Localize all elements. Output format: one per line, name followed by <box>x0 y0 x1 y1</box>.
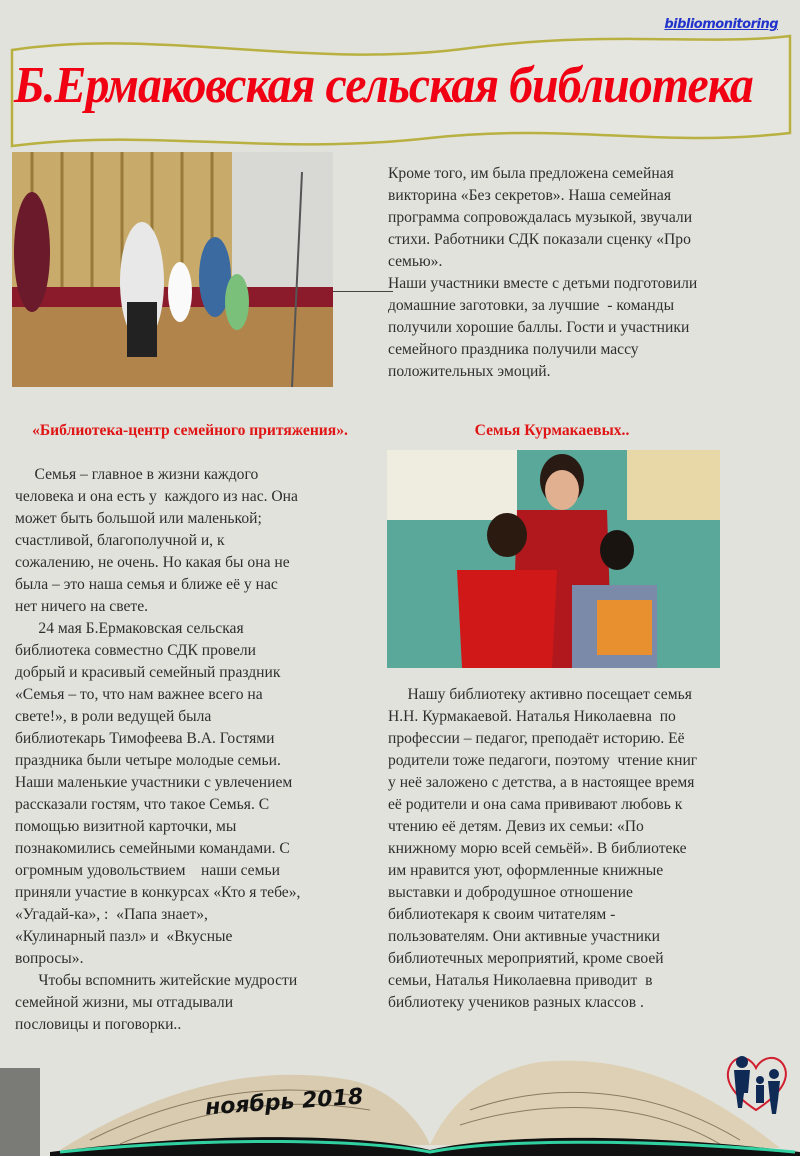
text-line: выставки и добродушное отношение <box>388 884 633 901</box>
text-line: программа сопровождалась музыкой, звучали <box>388 209 693 226</box>
divider-line <box>333 291 393 292</box>
text-line: праздника были четыре молодые семьи. <box>15 752 281 769</box>
text-line: семьи, Наталья Николаевна приводит в <box>388 972 653 989</box>
text-line: Наши участники вместе с детьми подготовили <box>388 275 698 292</box>
text-line: счастливой, благополучной и, к <box>15 532 225 549</box>
text-line: «Семья – то, что нам важнее всего на <box>15 686 263 703</box>
text-line: Кроме того, им была предложена семейная <box>388 165 674 182</box>
text-line: Семья – главное в жизни каждого <box>15 466 259 483</box>
text-line: библиотекарь Тимофеева В.А. Гостями <box>15 730 275 747</box>
text-line: семейного праздника получили массу <box>388 341 639 358</box>
section-heading: «Библиотека-центр семейного притяжения». <box>32 422 348 439</box>
text-line: «Угадай-ка», : «Папа знает», <box>15 906 208 923</box>
text-line: вопросы». <box>15 950 84 967</box>
text-line: пользователям. Они активные участники <box>388 928 660 945</box>
text-line: рассказали гостям, что такое Семья. С <box>15 796 270 813</box>
text-line: огромным удовольствием наши семьи <box>15 862 280 879</box>
right-bottom-paragraph <box>388 684 697 1014</box>
text-line: библиотека совместно СДК провели <box>15 642 257 659</box>
text-line: чтению её детям. Девиз их семьи: «По <box>388 818 644 835</box>
text-line: профессии – педагог, преподаёт историю. Её <box>388 730 685 747</box>
text-line: семейной жизни, мы отгадывали <box>15 994 234 1011</box>
family-photo <box>387 450 720 668</box>
text-line: Нашу библиотеку активно посещает семья <box>388 686 692 703</box>
text-line: добрый и красивый семейный праздник <box>15 664 281 681</box>
text-line: Н.Н. Курмакаевой. Наталья Николаевна по <box>388 708 676 725</box>
text-line: нет ничего на свете. <box>15 598 149 615</box>
family-caption: Семья Курмакаевых.. <box>474 422 630 439</box>
text-line: «Кулинарный пазл» и «Вкусные <box>15 928 233 945</box>
text-line: им нравится уют, оформленные книжные <box>388 862 664 879</box>
text-line: помощью визитной карточки, мы <box>15 818 237 835</box>
text-line: у неё заложено с детства, а в настоящее время <box>388 774 695 791</box>
family-logo-icon <box>720 1048 792 1118</box>
text-line: познакомились семейными командами. С <box>15 840 290 857</box>
text-line: семью». <box>388 253 443 270</box>
text-line: стихи. Работники СДК показали сценку «Про <box>388 231 691 248</box>
event-photo <box>12 152 333 387</box>
text-line: библиотеку учеников разных классов . <box>388 994 644 1011</box>
right-top-paragraph <box>388 163 697 383</box>
text-line: пословицы и поговорки.. <box>15 1016 182 1033</box>
page-title: Б.Ермаковская сельская библиотека <box>14 57 753 114</box>
text-line: её родители и она сама прививают любовь к <box>388 796 683 813</box>
text-line: библиотечных мероприятий, кроме своей <box>388 950 664 967</box>
bibliomonitoring-link[interactable]: bibliomonitoring <box>664 17 778 32</box>
issue-date: ноябрь 2018 <box>204 1084 365 1121</box>
text-line: библиотекаря к своим читателям - <box>388 906 616 923</box>
text-line: может быть большой или маленькой; <box>15 510 262 527</box>
text-line: положительных эмоций. <box>388 363 551 380</box>
text-line: человека и она есть у каждого из нас. Она <box>15 488 298 505</box>
text-line: 24 мая Б.Ермаковская сельская <box>15 620 244 637</box>
left-article-text <box>15 464 300 1036</box>
text-line: родители тоже педагоги, поэтому чтение книг <box>388 752 698 769</box>
text-line: была – это наша семья и ближе её у нас <box>15 576 278 593</box>
text-line: получили хорошие баллы. Гости и участники <box>388 319 690 336</box>
text-line: домашние заготовки, за лучшие - команды <box>388 297 675 314</box>
text-line: свете!», в роли ведущей была <box>15 708 212 725</box>
text-line: Чтобы вспомнить житейские мудрости <box>15 972 298 989</box>
text-line: сожалению, не очень. Но какая бы она не <box>15 554 290 571</box>
open-book-image <box>20 1040 800 1156</box>
text-line: Наши маленькие участники с увлечением <box>15 774 293 791</box>
text-line: викторина «Без секретов». Наша семейная <box>388 187 672 204</box>
text-line: приняли участие в конкурсах «Кто я тебе», <box>15 884 301 901</box>
text-line: книжному морю всей семьёй». В библиотеке <box>388 840 687 857</box>
